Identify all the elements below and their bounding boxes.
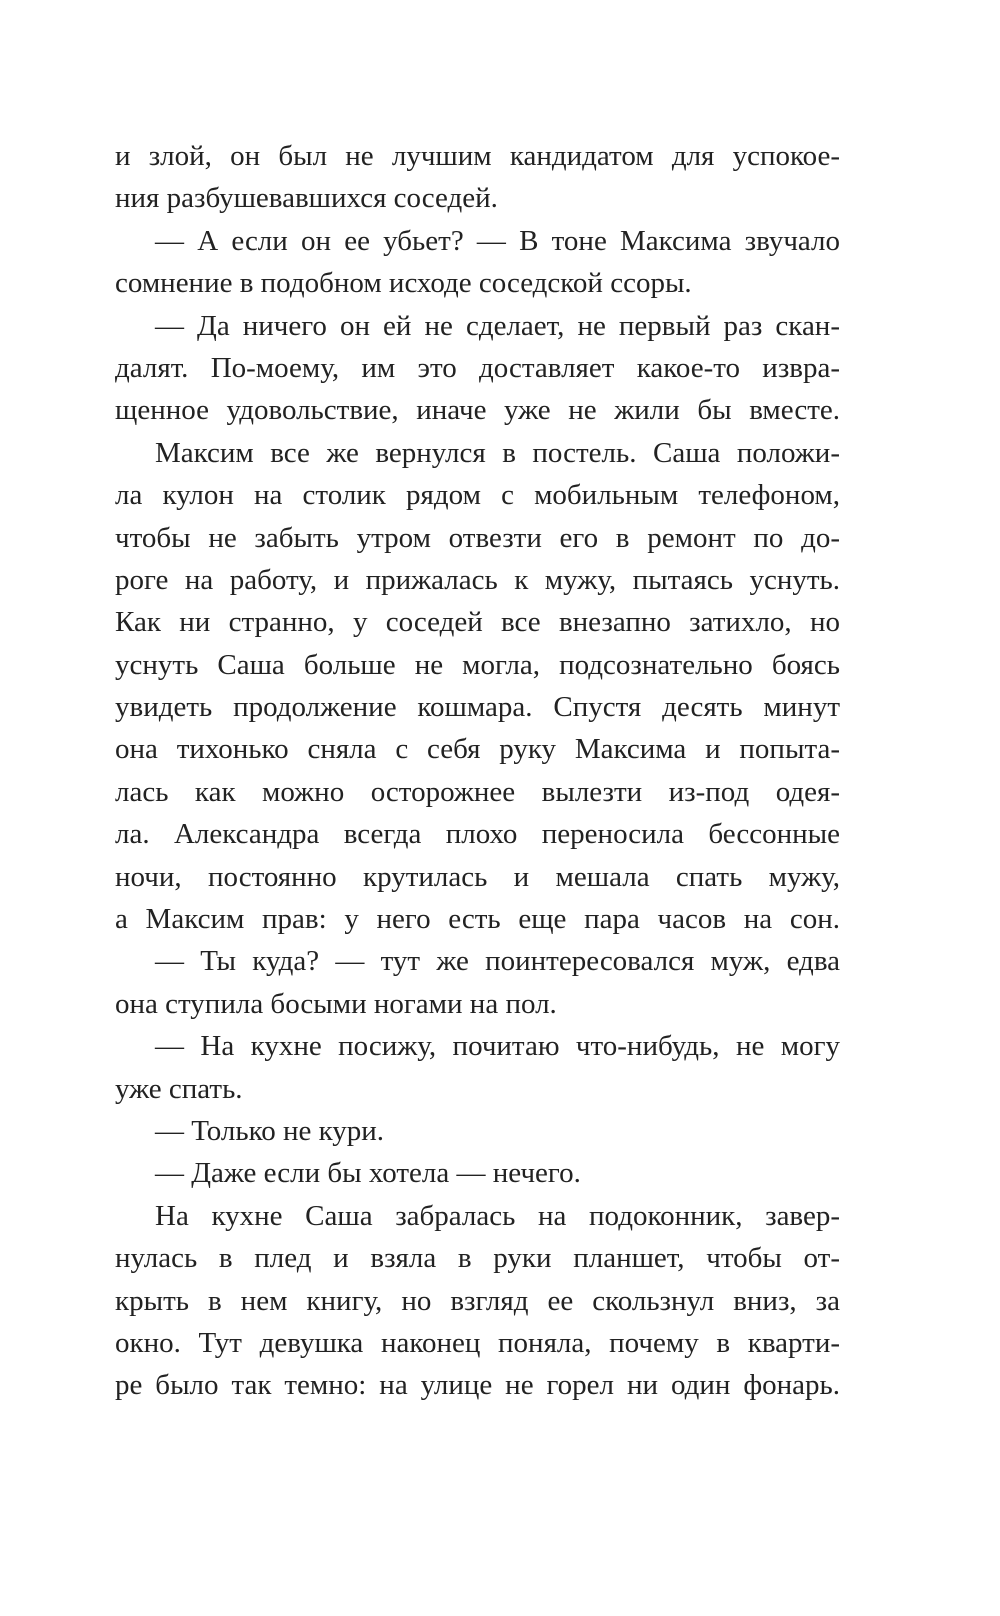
text-line: роге на работу, и прижалась к мужу, пытаясь уснуть. <box>115 563 840 596</box>
text-line: щенное удовольствие, иначе уже не жили бы вместе. <box>115 394 840 427</box>
text-line: — На кухне посижу, почитаю что-нибудь, не могу <box>155 1030 840 1063</box>
paragraph-4 <box>115 432 840 941</box>
paragraph-6 <box>115 1025 840 1110</box>
text-line: На кухне Саша забралась на подоконник, завер- <box>155 1199 840 1232</box>
text-line: уснуть Саша больше не могла, подсознательно боясь <box>115 648 840 681</box>
text-line: далят. По-моему, им это доставляет какое-то извра- <box>115 351 840 384</box>
text-line: ла кулон на столик рядом с мобильным телефоном, <box>115 479 840 512</box>
paragraph-8 <box>115 1152 840 1194</box>
text-line: нулась в плед и взяла в руки планшет, чтобы от- <box>115 1242 840 1275</box>
text-line: уже спать. <box>115 1072 243 1105</box>
text-line: — Только не кури. <box>155 1114 385 1147</box>
text-line: окно. Тут девушка наконец поняла, почему в кварти- <box>115 1326 840 1359</box>
text-line: ния разбушевавшихся соседей. <box>115 182 498 215</box>
paragraph-3 <box>115 305 840 432</box>
text-line: а Максим прав: у него есть еще пара часов на сон. <box>115 903 840 936</box>
text-line: лась как можно осторожнее вылезти из-под одея- <box>115 775 840 808</box>
paragraph-7 <box>115 1110 840 1152</box>
paragraph-1 <box>115 135 840 220</box>
text-line: Как ни странно, у соседей все внезапно затихло, но <box>115 606 840 639</box>
text-line: чтобы не забыть утром отвезти его в ремонт по до- <box>115 521 840 554</box>
text-line: Максим все же вернулся в постель. Саша положи- <box>155 436 840 469</box>
text-line: она тихонько сняла с себя руку Максима и попыта- <box>115 733 840 766</box>
text-line: она ступила босыми ногами на пол. <box>115 987 557 1020</box>
text-line: и злой, он был не лучшим кандидатом для успокое- <box>115 140 840 172</box>
text-line: — Да ничего он ей не сделает, не первый раз скан- <box>155 309 840 342</box>
text-line: ночи, постоянно крутилась и мешала спать мужу, <box>115 860 840 893</box>
body-text <box>115 135 840 1407</box>
paragraph-9 <box>115 1195 840 1407</box>
text-line: ла. Александра всегда плохо переносила бессонные <box>115 818 840 851</box>
text-line: сомнение в подобном исходе соседской ссоры. <box>115 267 692 300</box>
text-line: увидеть продолжение кошмара. Спустя десять минут <box>115 691 840 724</box>
paragraph-5 <box>115 940 840 1025</box>
text-line: — Даже если бы хотела — нечего. <box>155 1157 581 1190</box>
text-line: крыть в нем книгу, но взгляд ее скользнул вниз, за <box>115 1284 840 1317</box>
paragraph-2 <box>115 220 840 305</box>
text-line: ре было так темно: на улице не горел ни один фонарь. <box>115 1369 840 1402</box>
text-line: — А если он ее убьет? — В тоне Максима звучало <box>155 224 840 257</box>
text-line: — Ты куда? — тут же поинтересовался муж, едва <box>155 945 840 978</box>
